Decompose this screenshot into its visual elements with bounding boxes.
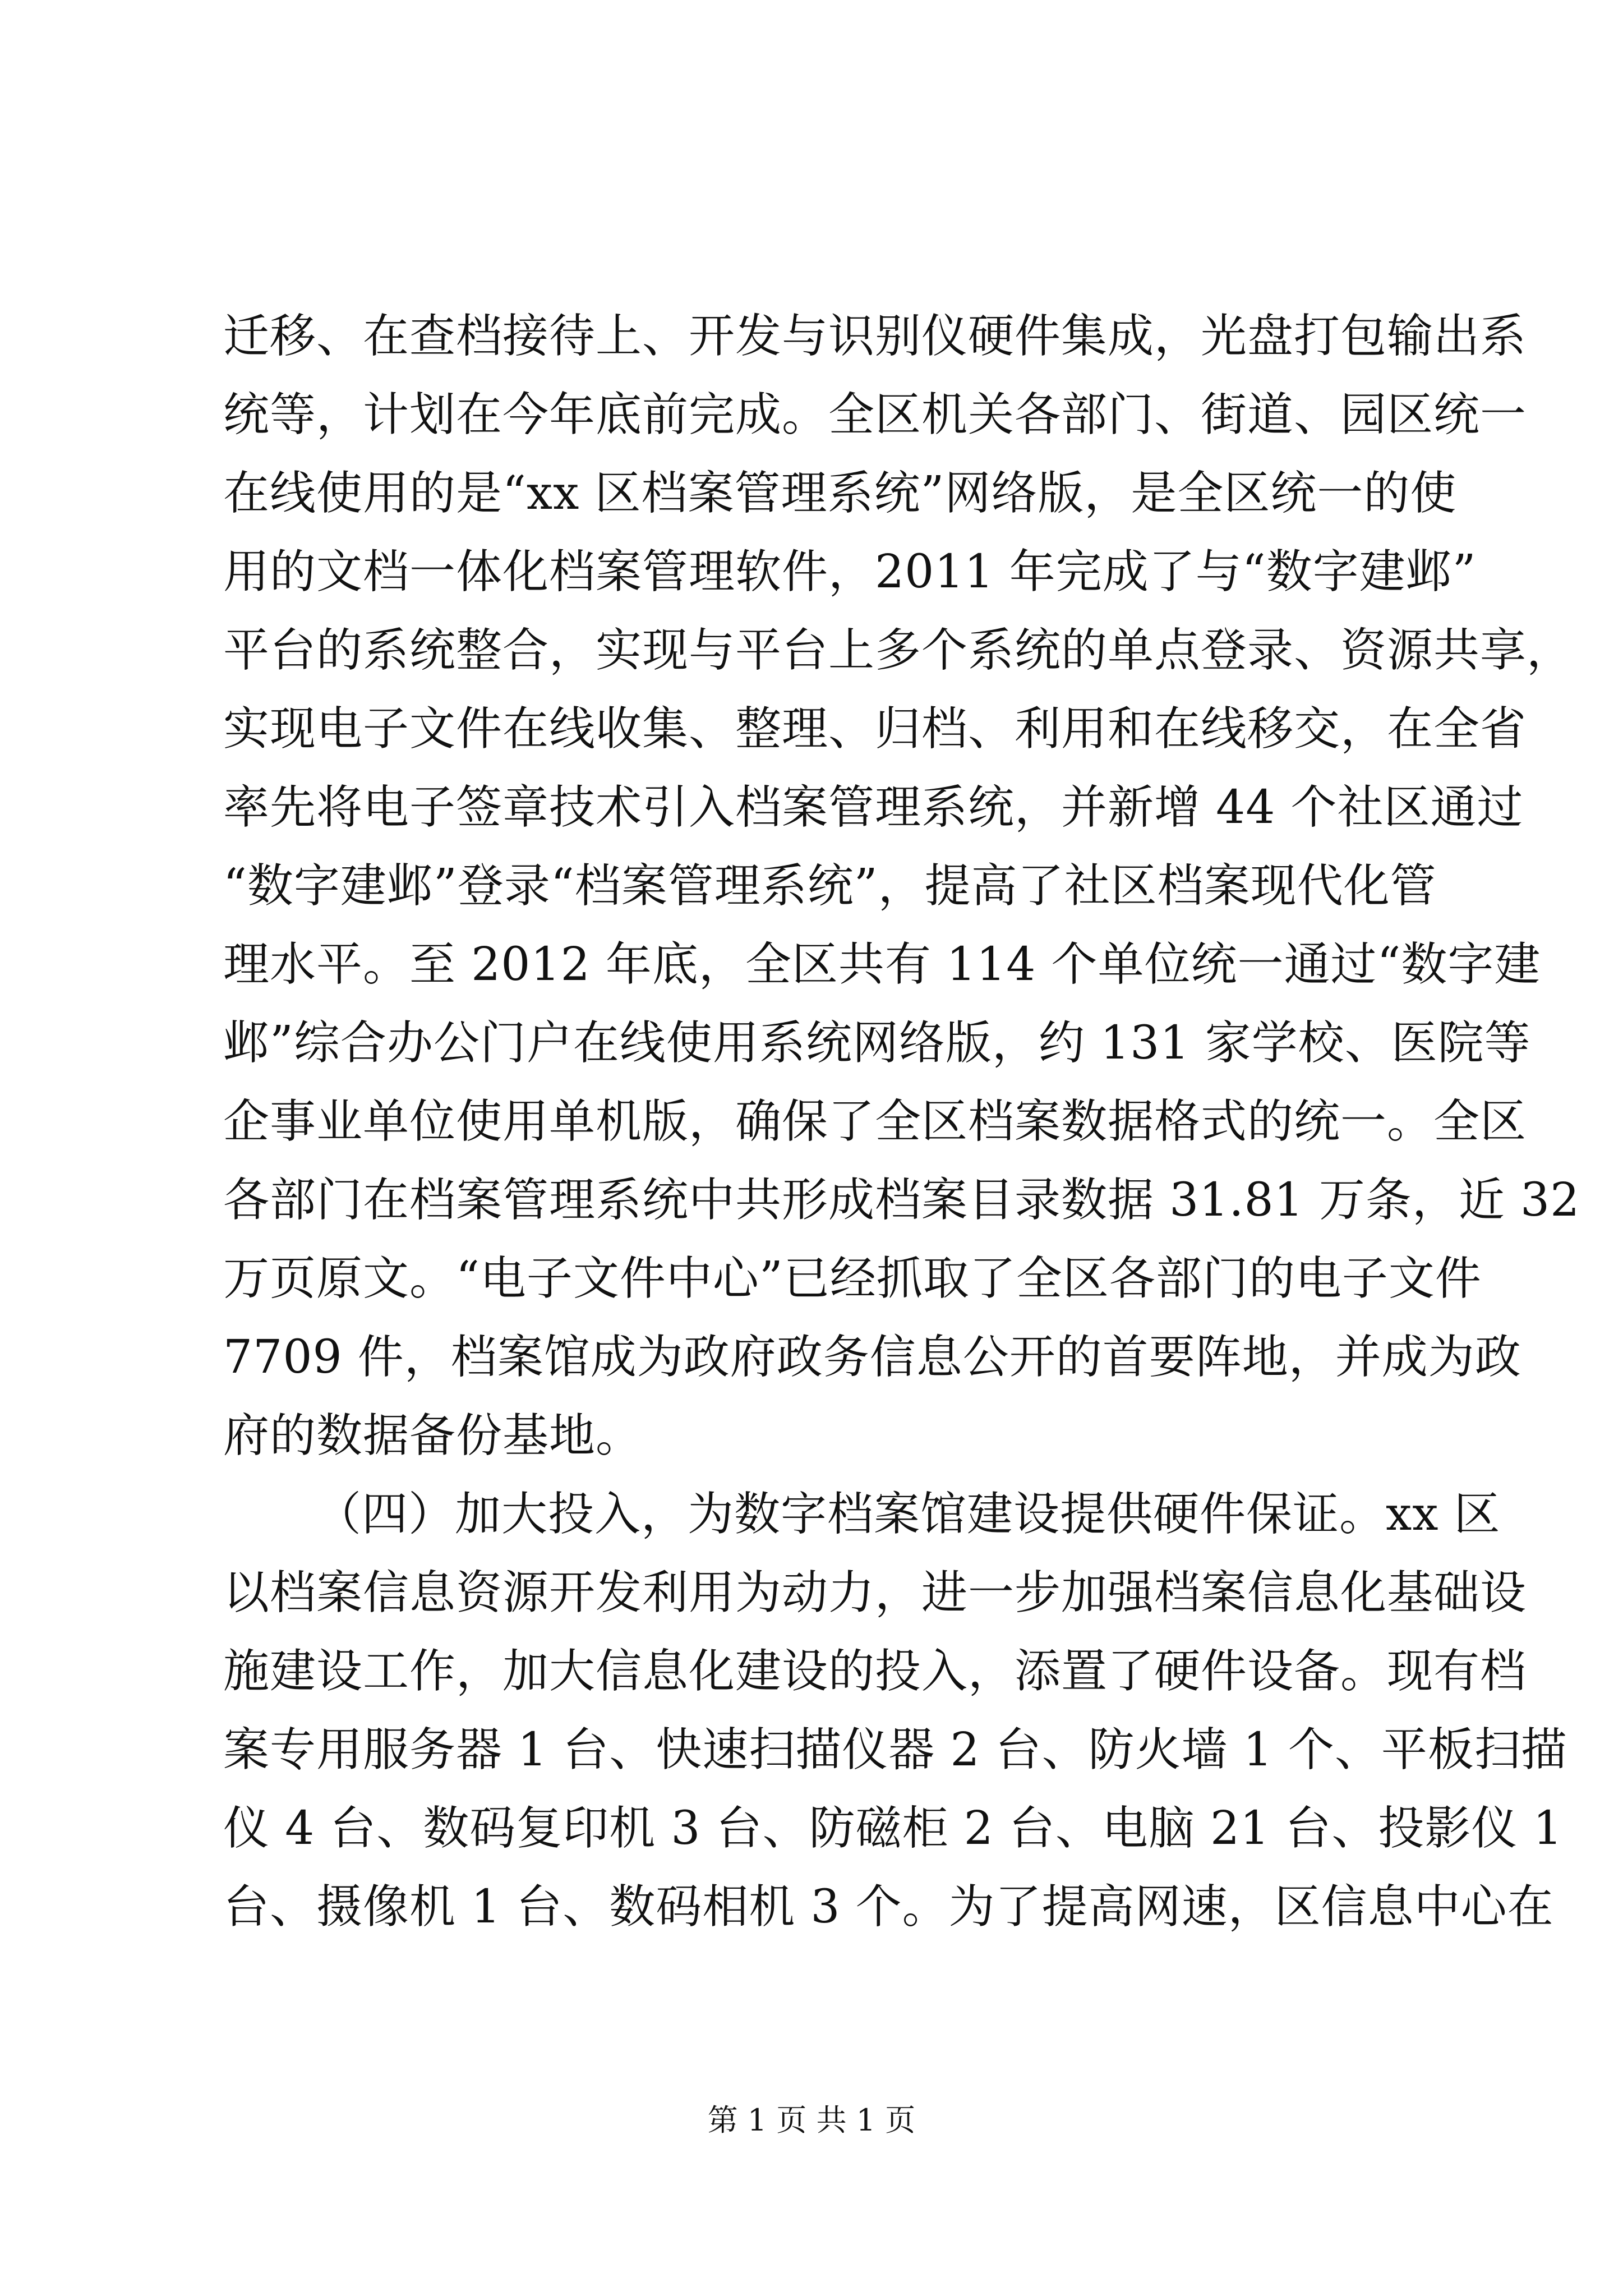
- body-line-8: “数字建邺”登录“档案管理系统”，提高了社区档案现代化管: [223, 859, 1437, 913]
- body-line-10: 邺”综合办公门户在线使用系统网络版，约 131 家学校、医院等: [223, 1016, 1531, 1070]
- body-line-1: 迁移、在查档接待上、开发与识别仪硬件集成，光盘打包输出系: [223, 310, 1527, 363]
- body-line-9: 理水平。至 2012 年底，全区共有 114 个单位统一通过“数字建: [223, 938, 1541, 991]
- body-line-5: 平台的系统整合，实现与平台上多个系统的单点登录、资源共享，: [223, 624, 1574, 677]
- body-line-13: 万页原文。“电子文件中心”已经抓取了全区各部门的电子文件: [223, 1252, 1482, 1305]
- body-line-19: 案专用服务器 1 台、快速扫描仪器 2 台、防火墙 1 个、平板扫描: [223, 1723, 1567, 1777]
- body-line-20: 仪 4 台、数码复印机 3 台、防磁柜 2 台、电脑 21 台、投影仪 1: [223, 1802, 1563, 1855]
- body-line-7: 率先将电子签章技术引入档案管理系统，并新增 44 个社区通过: [223, 781, 1524, 834]
- body-line-6: 实现电子文件在线收集、整理、归档、利用和在线移交，在全省: [223, 702, 1527, 756]
- body-line-4: 用的文档一体化档案管理软件，2011 年完成了与“数字建邺”: [223, 545, 1477, 599]
- body-line-17: 以档案信息资源开发利用为动力，进一步加强档案信息化基础设: [223, 1566, 1527, 1619]
- body-line-11: 企事业单位使用单机版，确保了全区档案数据格式的统一。全区: [223, 1095, 1527, 1148]
- section-heading-line: （四）加大投入，为数字档案馆建设提供硬件保证。xx 区: [315, 1488, 1501, 1541]
- body-line-14: 7709 件，档案馆成为政府政务信息公开的首要阵地，并成为政: [223, 1331, 1521, 1384]
- body-line-18: 施建设工作，加大信息化建设的投入，添置了硬件设备。现有档: [223, 1645, 1527, 1698]
- body-line-2: 统等，计划在今年底前完成。全区机关各部门、街道、园区统一: [223, 388, 1527, 441]
- body-line-15: 府的数据备份基地。: [223, 1409, 643, 1462]
- body-line-21: 台、摄像机 1 台、数码相机 3 个。为了提高网速，区信息中心在: [223, 1880, 1554, 1934]
- body-line-3: 在线使用的是“xx 区档案管理系统”网络版，是全区统一的使: [223, 467, 1457, 520]
- body-line-12: 各部门在档案管理系统中共形成档案目录数据 31.81 万条，近 32: [223, 1174, 1580, 1227]
- page-number-footer: 第 1 页 共 1 页: [707, 2102, 916, 2138]
